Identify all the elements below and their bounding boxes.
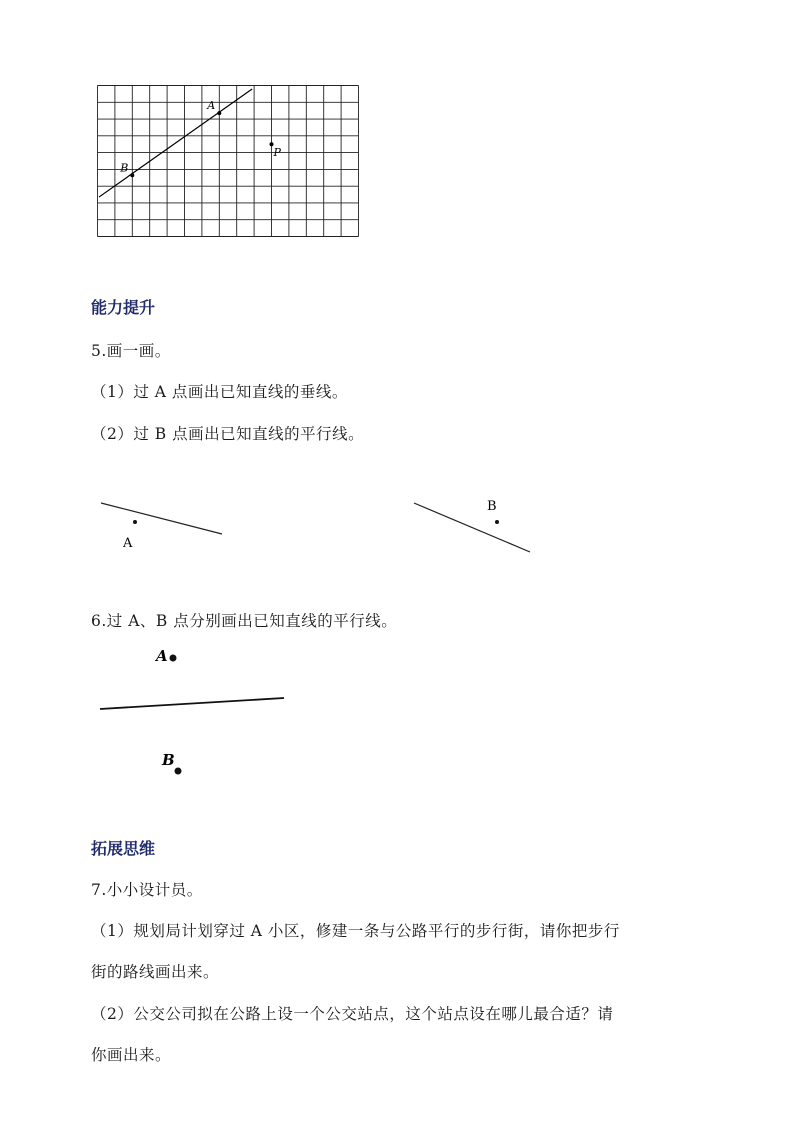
q5-title: 5.画一画。 [91, 342, 171, 360]
q7-title: 7.小小设计员。 [91, 881, 203, 899]
q6-point-a-dot [170, 655, 177, 662]
q5-point-a-dot [133, 520, 137, 524]
q6-given-line [100, 698, 284, 709]
section-title-extend: 拓展思维 [91, 839, 156, 858]
q6-figure [95, 640, 295, 790]
q5-sub2: （2）过 B 点画出已知直线的平行线。 [91, 425, 365, 443]
grid-point-b-dot [130, 173, 134, 177]
grid-straight-line [99, 89, 252, 197]
q5-point-b-dot [495, 520, 499, 524]
q6-point-b-label: B [162, 751, 175, 769]
grid-figure [97, 85, 359, 237]
q7-sub2-line1: （2）公交公司拟在公路上设一个公交站点，这个站点设在哪儿最合适？请 [91, 1005, 614, 1023]
grid-point-p-label: P [273, 146, 281, 160]
grid-lines [98, 86, 359, 237]
grid-point-b-label: B [120, 161, 129, 175]
q5-point-a-label: A [123, 536, 133, 551]
q5-figure-left [95, 495, 235, 555]
q5-point-b-label: B [487, 499, 497, 514]
section-title-ability: 能力提升 [91, 298, 156, 317]
q5-right-line [414, 503, 530, 552]
q6-point-a-label: A [156, 647, 168, 665]
q7-sub1-line2: 街的路线画出来。 [91, 963, 220, 981]
q5-figure-right [408, 495, 538, 560]
grid-point-a-dot [217, 111, 221, 115]
q7-sub2-line2: 你画出来。 [91, 1046, 172, 1064]
q6-point-b-dot [175, 768, 182, 775]
q7-sub1-line1: （1）规划局计划穿过 A 小区，修建一条与公路平行的步行街，请你把步行 [91, 922, 620, 940]
q5-sub1: （1）过 A 点画出已知直线的垂线。 [91, 383, 348, 401]
grid-point-a-label: A [207, 99, 216, 113]
q6-title: 6.过 A、B 点分别画出已知直线的平行线。 [91, 612, 398, 630]
q5-left-line [101, 503, 222, 534]
